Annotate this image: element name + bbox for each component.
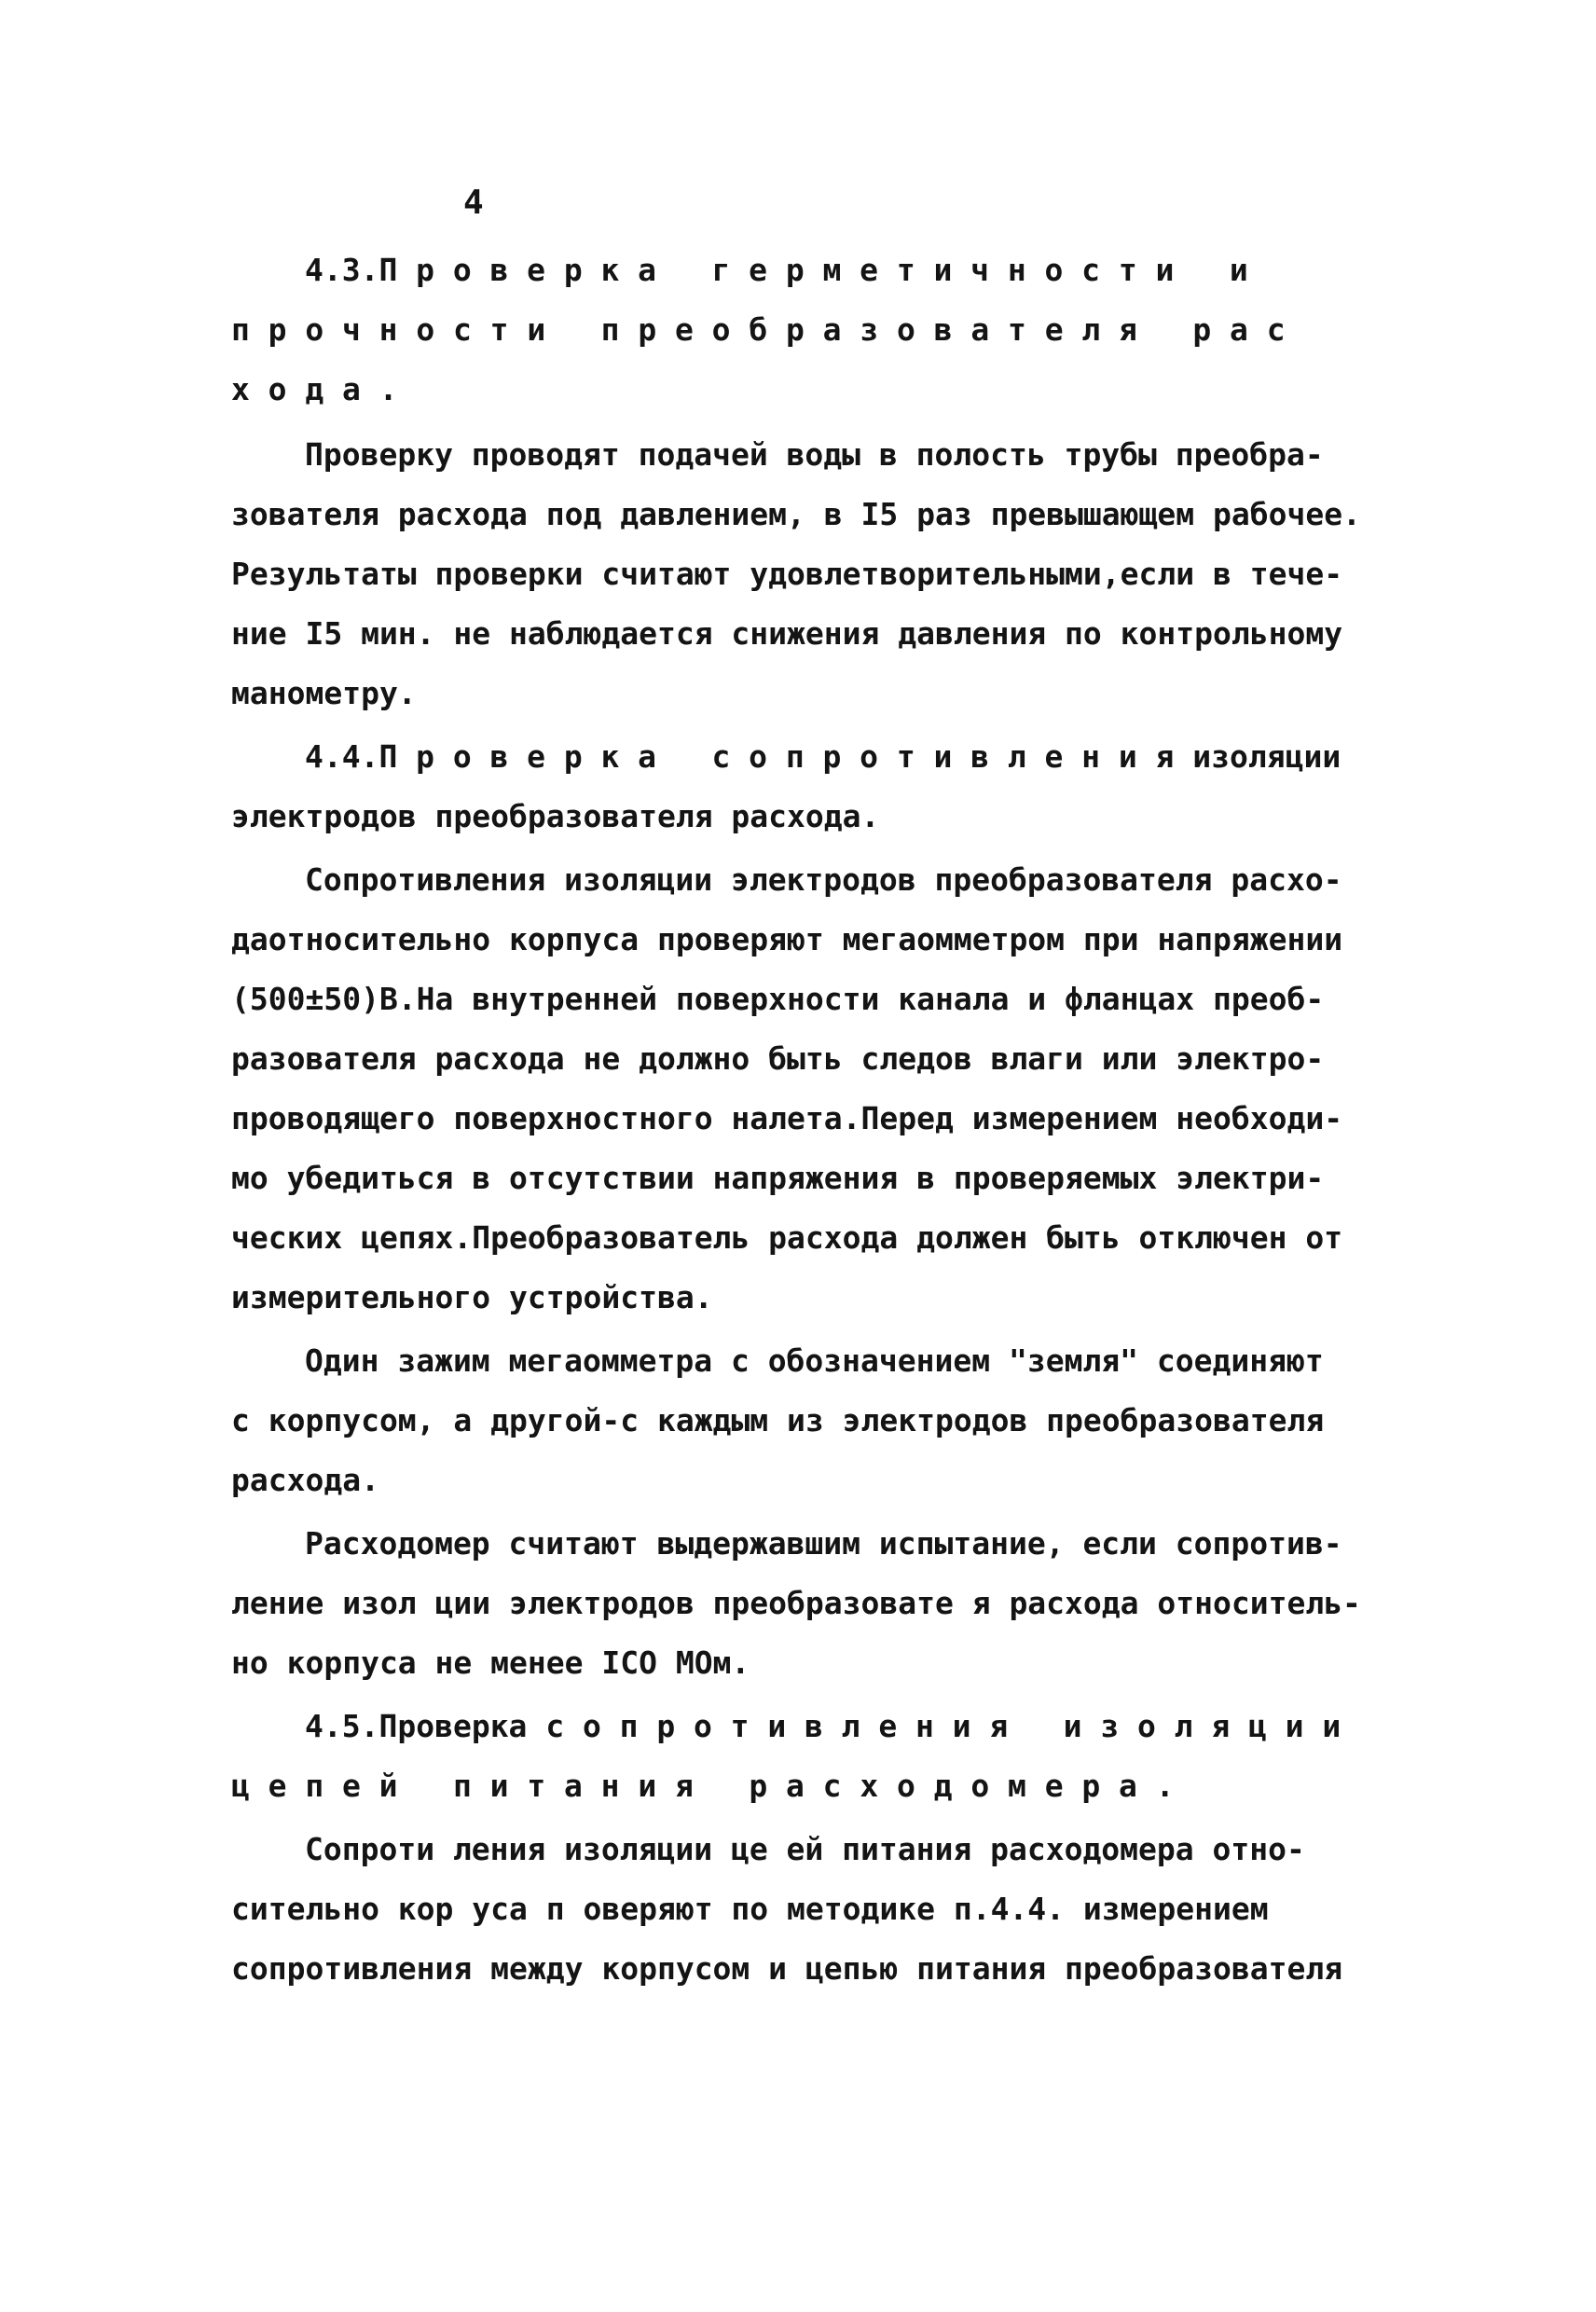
section-4-5-heading bbox=[305, 1697, 1359, 1756]
section-4-3-number: 4.3. bbox=[305, 252, 379, 288]
section-4-5-para-line: Сопроти ления изоляции це ей питания расходомера отно- bbox=[305, 1831, 1305, 1867]
section-4-4-para1-line: мо убедиться в отсутствии напряжения в проверяемых электри- bbox=[231, 1160, 1325, 1196]
section-4-5-title-line2: цепей питания расходомера. bbox=[231, 1768, 1193, 1804]
section-4-5-title-spaced: сопротивления изоляции bbox=[545, 1708, 1360, 1744]
section-4-4-para1-line: разователя расхода не должно быть следов влаги или электро- bbox=[231, 1040, 1325, 1077]
section-4-3-para-line: Проверку проводят подачей воды в полость трубы преобра- bbox=[305, 436, 1324, 473]
section-4-3-para-line: ние I5 мин. не наблюдается снижения давления по контрольному bbox=[231, 615, 1343, 652]
section-4-3-para-line: зователя расхода под давлением, в I5 раз превышающем рабочее. bbox=[231, 496, 1361, 532]
section-4-4-number: 4.4. bbox=[305, 738, 379, 775]
section-4-3-title-line3: хода. bbox=[231, 371, 417, 407]
section-4-4-para1-line: измерительного устройства. bbox=[231, 1279, 713, 1315]
page-number: 4 bbox=[463, 184, 484, 222]
section-4-4-title-line2: электродов преобразователя расхода. bbox=[231, 798, 880, 834]
section-4-4-para1-line: (500±50)В.На внутренней поверхности канала и фланцах преоб- bbox=[231, 981, 1325, 1017]
section-4-5-title-word: Проверка bbox=[378, 1708, 528, 1744]
section-4-4-para3-line: но корпуса не менее IСО МОм. bbox=[231, 1645, 750, 1681]
section-4-4-para1-line: Сопротивления изоляции электродов преобразователя расхо- bbox=[305, 861, 1342, 898]
section-4-3-para-line: манометру. bbox=[231, 675, 417, 711]
section-4-3-title-line2: прочности преобразователя рас bbox=[231, 311, 1304, 348]
section-4-5-para-line: сительно кор уса п оверяют по методике п.4.4. измерением bbox=[231, 1891, 1269, 1927]
section-4-4-title-spaced: Проверка сопротивлени bbox=[378, 738, 1156, 775]
section-4-5-number: 4.5. bbox=[305, 1708, 379, 1744]
section-4-3-heading bbox=[305, 241, 1267, 300]
section-4-4-para2-line: Один зажим мегаомметра с обозначением "земля" соединяют bbox=[305, 1342, 1324, 1379]
section-4-4-para1-line: даотносительно корпуса проверяют мегаомметром при напряжении bbox=[231, 921, 1343, 957]
section-4-4-heading bbox=[305, 727, 1341, 787]
section-4-4-para2-line: с корпусом, а другой-с каждым из электродов преобразователя bbox=[231, 1402, 1325, 1438]
section-4-5-para-line: сопротивления между корпусом и цепью питания преобразователя bbox=[231, 1950, 1343, 1987]
section-4-4-para3-line: ление изол ции электродов преобразовате я расхода относитель- bbox=[231, 1585, 1361, 1621]
section-4-4-title-rest: я изоляции bbox=[1155, 738, 1341, 775]
section-4-3-title-line1: Проверка герметичности и bbox=[378, 252, 1267, 288]
section-4-3-para-line: Результаты проверки считают удовлетворительными,если в тече- bbox=[231, 556, 1343, 592]
section-4-4-para2-line: расхода. bbox=[231, 1462, 379, 1498]
section-4-4-para3-line: Расходомер считают выдержавшим испытание, если сопротив- bbox=[305, 1525, 1342, 1562]
section-4-4-para1-line: ческих цепях.Преобразователь расхода должен быть отключен от bbox=[231, 1219, 1343, 1256]
section-4-4-para1-line: проводящего поверхностного налета.Перед измерением необходи- bbox=[231, 1100, 1343, 1136]
